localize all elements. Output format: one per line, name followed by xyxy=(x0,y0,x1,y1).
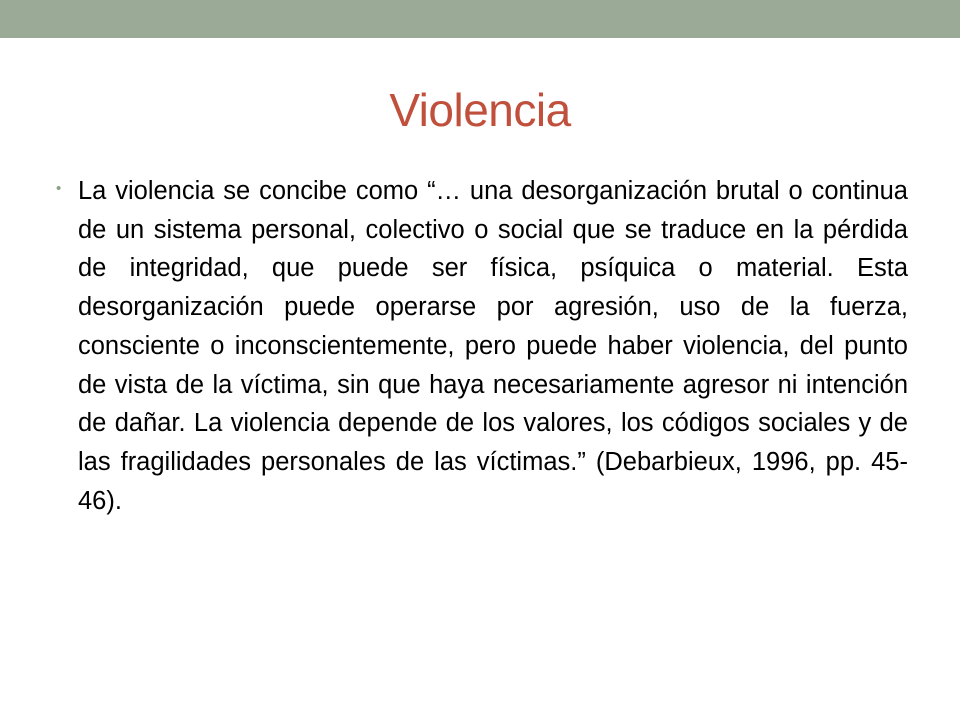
top-accent-bar xyxy=(0,0,960,38)
slide-title: Violencia xyxy=(389,84,571,136)
bullet-dot-icon: • xyxy=(56,180,62,197)
slide-content xyxy=(56,172,908,632)
bullet-text: La violencia se concibe como “… una desorganización brutal o continua de un sistema personal, colectivo o social que se traduce en la pérdida de integridad, que puede ser física, psíquica o material. Esta desorganización puede operarse por agresión, uso de la fuerza, consciente o inconscientemente, pero puede haber violencia, del punto de vista de la víctima, sin que haya necesariamente agresor ni intención de dañar. La violencia depende de los valores, los códigos sociales y de las fragilidades personales de las víctimas.” (Debarbieux, 1996, pp. 45-46). xyxy=(78,177,908,515)
bullet-item xyxy=(56,172,908,520)
